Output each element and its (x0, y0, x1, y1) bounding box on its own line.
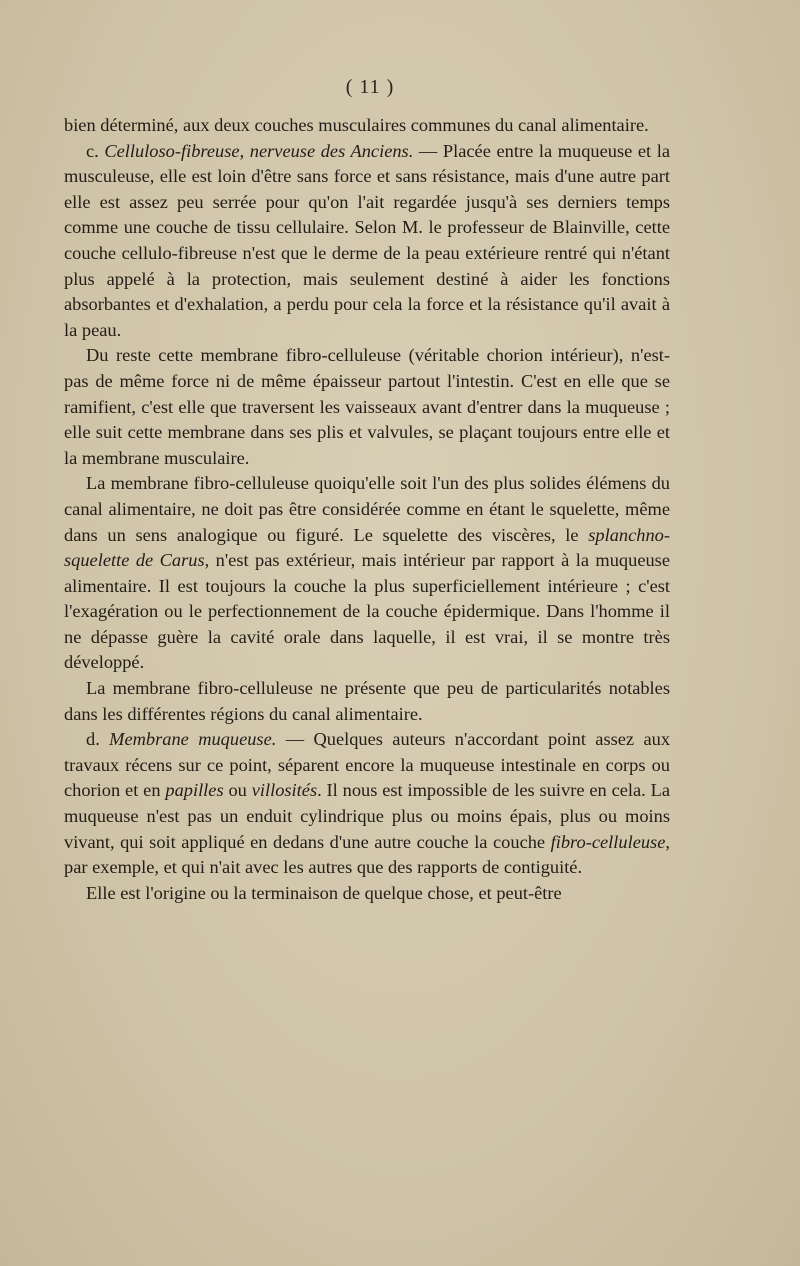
paragraph-7 (64, 881, 670, 907)
paragraph-segment: , (239, 140, 250, 161)
paragraph-segment-italic: villosités (251, 780, 318, 801)
paragraph-segment: — Placée entre la muqueuse et la musculeuse, elle est loin d'être sans force et sans résistance, mais d'une autre part elle est assez peu serrée pour qu'on l'ait regardée jusqu'à ses derniers temps comme une couche de tissu cellulaire. Selon M. le professeur de Blainville, cette couche cellulo-fibreuse n'est que le derme de la peau extérieure rentré qui n'étant plus appelé à la protection, mais seulement destiné à aider les fonctions absorbantes et d'exhalation, a perdu pour cela la force et la résistance qu'il avait à la peau. (64, 140, 671, 340)
paragraph-segment: . Il nous est impossible de les suivre en cela. La muqueuse n'est pas un enduit cylindrique plus ou moins épais, plus ou moins vivant, qui soit appliqué en dedans d'une autre couche la couche (64, 780, 671, 852)
paragraph-3 (64, 343, 670, 471)
paragraph-segment: c. (86, 140, 105, 161)
paragraph-4 (64, 471, 670, 676)
paragraph-segment: Elle est l'origine ou la terminaison de quelque chose, et peut-être (86, 882, 562, 903)
paragraph-5 (64, 676, 670, 727)
paragraph-segment: ou (223, 780, 252, 801)
page-number: ( 11 ) (345, 76, 395, 98)
paragraph-segment: La membrane fibro-celluleuse quoiqu'elle soit l'un des plus solides élémens du canal alimentaire, ne doit pas être considérée comme en étant le squelette, même dans un sens analogique ou figuré. Le squelette des viscères, le (64, 473, 670, 545)
paragraph-segment-italic: nerveuse des Anciens. (249, 140, 414, 161)
paragraph-segment-italic: splanchno-squelette de Carus (64, 524, 670, 571)
paragraph-segment-italic: papilles (165, 780, 224, 801)
paragraph-segment: La membrane fibro-celluleuse ne présente que peu de particularités notables dans les différentes régions du canal alimentaire. (64, 678, 670, 724)
paragraph-segment: Du reste cette membrane fibro-celluleuse (véritable chorion intérieur), n'est-pas de même force ni de même épaisseur partout l'intestin. C'est en elle que se ramifient, c'est elle que traversent les vaisseaux avant d'entrer dans la muqueuse ; elle suit cette membrane dans ses plis et valvules, se plaçant toujours entre elle et la membrane musculaire. (64, 345, 670, 468)
paragraph-segment: , par exemple, et qui n'ait avec les autres que des rapports de contiguité. (64, 831, 670, 878)
paragraph-segment: — Quelques auteurs n'accordant point assez aux travaux récens sur ce point, séparent encore la muqueuse intestinale en corps ou chorion et en (64, 729, 671, 801)
paragraph-segment-italic: fibro-celluleuse (550, 831, 666, 852)
paragraph-segment-italic: Membrane muqueuse. (109, 729, 277, 750)
paragraph-segment: bien déterminé, aux deux couches musculaires communes du canal alimentaire. (64, 115, 649, 135)
paragraph-segment: d. (86, 729, 110, 750)
paragraph-6 (64, 727, 670, 881)
paragraph-segment-italic: Celluloso-fibreuse (104, 140, 240, 161)
paragraph-2 (64, 139, 670, 344)
body-text (64, 113, 670, 906)
paragraph-1 (64, 113, 670, 139)
paragraph-segment: , n'est pas extérieur, mais intérieur par rapport à la muqueuse alimentaire. Il est toujours la couche la plus superficiellement intérieure ; c'est l'exagération ou le perfectionnement de la couche épidermique. Dans l'homme il ne dépasse guère la cavité orale dans laquelle, il est vrai, il se montre très développé. (64, 550, 671, 673)
